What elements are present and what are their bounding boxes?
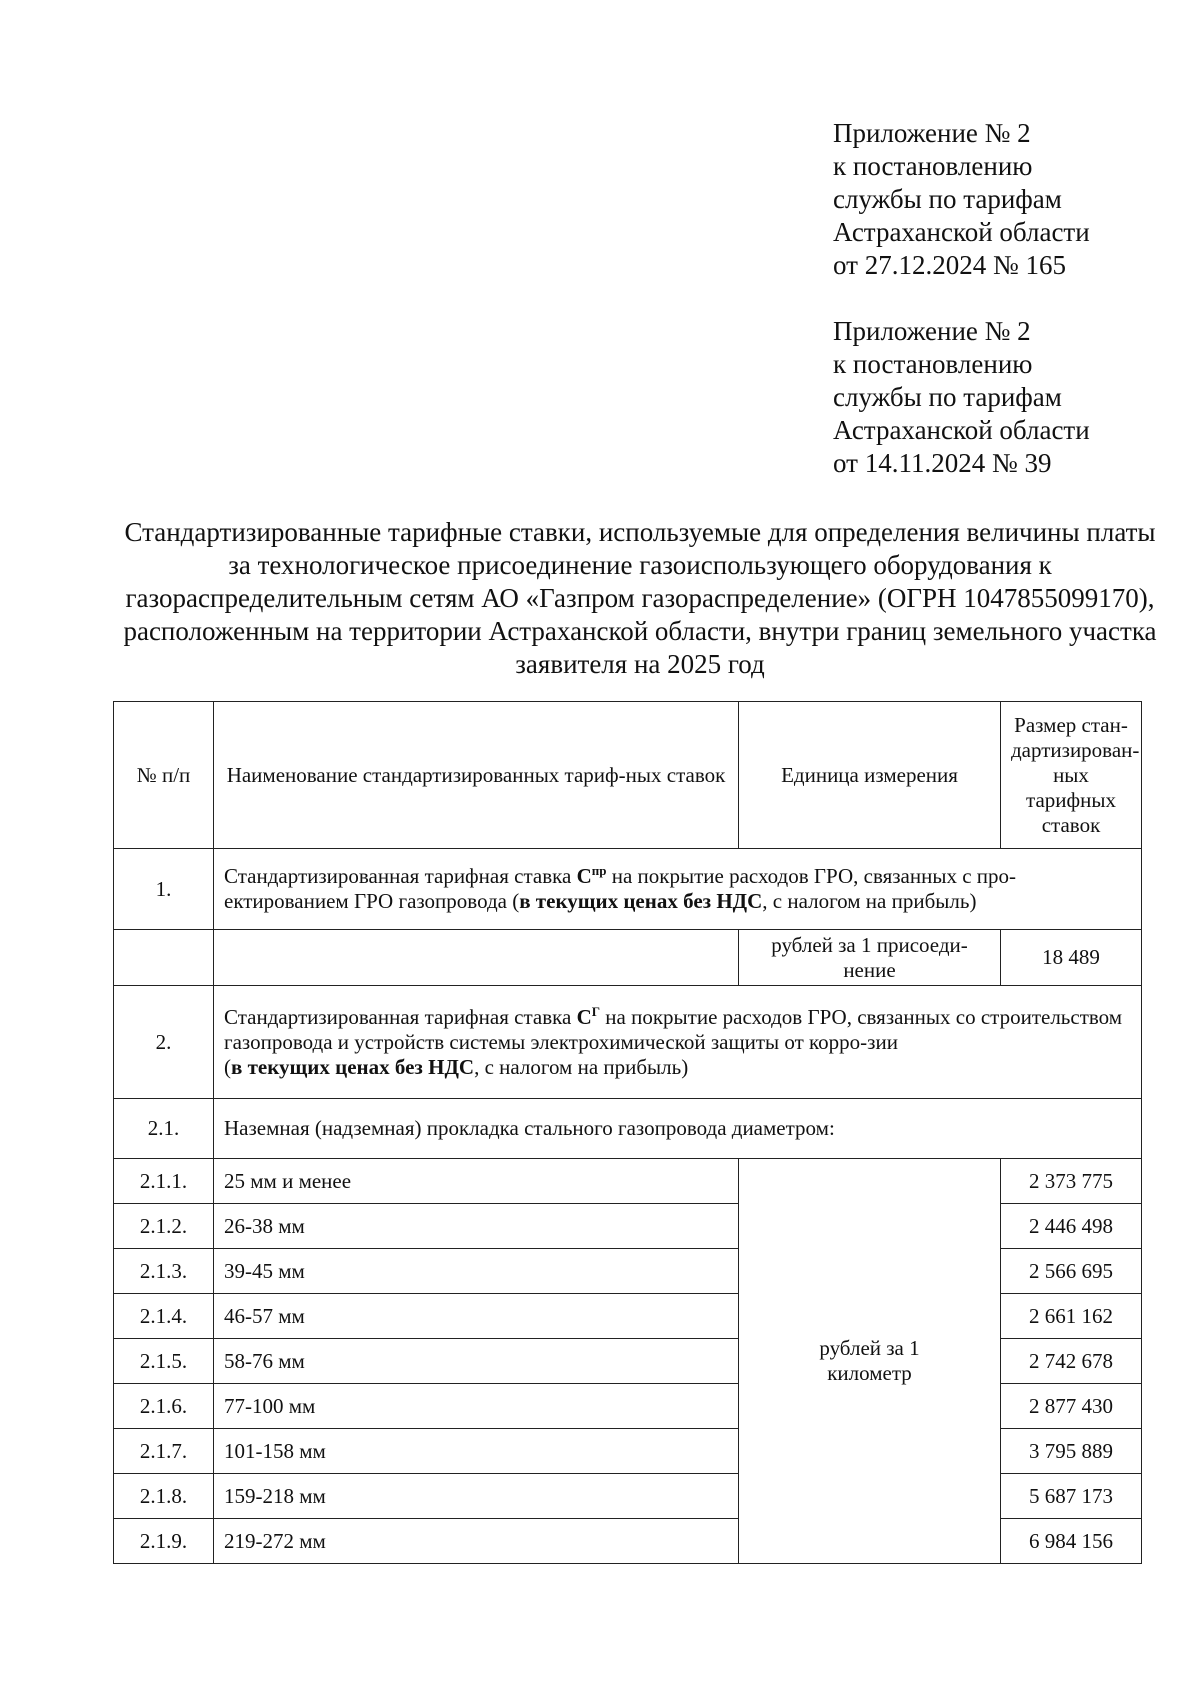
row-num: 2.1.3. xyxy=(114,1249,214,1294)
row-bold-text: в текущих ценах без НДС xyxy=(231,1054,475,1079)
approval-line: к постановлению xyxy=(833,151,1033,181)
row-name: 219-272 мм xyxy=(214,1519,739,1564)
rate-symbol-sup: Г xyxy=(591,1003,601,1019)
row-text: ( xyxy=(224,1054,231,1079)
document-title: Стандартизированные тарифные ставки, используемые для определения величины платы за технологическое присоединение газоиспользующего оборудования к газораспределительным сетям АО «Газпром газораспределение» (ОГРН 1047855099170), расположенным на территории Астраханской области, внутри границ земельного участка заявителя на 2025 год xyxy=(123,517,1157,679)
row-name: 25 мм и менее xyxy=(214,1159,739,1204)
approval-line: Астраханской области xyxy=(833,217,1090,247)
header-unit: Единица измерения xyxy=(739,702,1001,849)
row-name: 77-100 мм xyxy=(214,1384,739,1429)
row-unit: рублей за 1 присоеди-нение xyxy=(739,930,1001,986)
table-row-2-1 xyxy=(114,1099,1142,1159)
row-num: 2.1.7. xyxy=(114,1429,214,1474)
empty-cell xyxy=(114,930,214,986)
row-num: 2.1.5. xyxy=(114,1339,214,1384)
table-row-2 xyxy=(114,986,1142,1099)
row-value: 18 489 xyxy=(1001,930,1142,986)
row-value: 2 446 498 xyxy=(1001,1204,1142,1249)
row-value: 6 984 156 xyxy=(1001,1519,1142,1564)
row-name: 46-57 мм xyxy=(214,1294,739,1339)
row-bold-text: в текущих ценах без НДС xyxy=(519,889,763,913)
rate-symbol: С xyxy=(576,1004,592,1029)
row-num: 1. xyxy=(114,849,214,930)
row-num: 2.1. xyxy=(114,1099,214,1159)
approval-line: к постановлению xyxy=(833,349,1033,379)
approval-line: Приложение № 2 xyxy=(833,316,1031,346)
row-name xyxy=(214,986,1142,1099)
row-value: 2 566 695 xyxy=(1001,1249,1142,1294)
approval-line: Приложение № 2 xyxy=(833,118,1031,148)
rates-table xyxy=(113,701,1142,1564)
row-num: 2.1.6. xyxy=(114,1384,214,1429)
row-text: на покрытие расходов ГРО, связанных с про-ектированием ГРО газопровода ( xyxy=(224,864,1017,913)
approval-line: от 27.12.2024 № 165 xyxy=(833,250,1066,280)
row-value: 2 373 775 xyxy=(1001,1159,1142,1204)
approval-block-1 xyxy=(833,117,1173,282)
row-num: 2.1.9. xyxy=(114,1519,214,1564)
row-name: Наземная (надземная) прокладка стального газопровода диаметром: xyxy=(214,1099,1142,1159)
approval-block-2 xyxy=(833,315,1173,480)
approval-line: службы по тарифам xyxy=(833,382,1062,412)
row-num: 2.1.1. xyxy=(114,1159,214,1204)
row-text: Стандартизированная тарифная ставка xyxy=(224,1004,577,1029)
row-name: 39-45 мм xyxy=(214,1249,739,1294)
row-text: на покрытие расходов ГРО, связанных со строительством газопровода и устройств системы электрохимической защиты от корро-зии xyxy=(224,1004,1123,1054)
row-text: Стандартизированная тарифная ставка xyxy=(224,864,577,888)
row-num: 2. xyxy=(114,986,214,1099)
header-size: Размер стан-дартизирован-ных тарифных ставок xyxy=(1001,702,1142,849)
row-num: 2.1.2. xyxy=(114,1204,214,1249)
row-name: 58-76 мм xyxy=(214,1339,739,1384)
row-value: 5 687 173 xyxy=(1001,1474,1142,1519)
header-num: № п/п xyxy=(114,702,214,849)
table-row-1-unit xyxy=(114,930,1142,986)
row-num: 2.1.8. xyxy=(114,1474,214,1519)
row-value: 2 742 678 xyxy=(1001,1339,1142,1384)
row-value: 2 877 430 xyxy=(1001,1384,1142,1429)
rate-symbol-sup: пр xyxy=(591,863,607,878)
row-value: 3 795 889 xyxy=(1001,1429,1142,1474)
diameter-unit: рублей за 1 километр xyxy=(739,1159,1001,1564)
row-text: , с налогом на прибыль) xyxy=(474,1054,689,1079)
table-row xyxy=(114,1159,1142,1204)
row-value: 2 661 162 xyxy=(1001,1294,1142,1339)
approval-line: от 14.11.2024 № 39 xyxy=(833,448,1052,478)
approval-line: Астраханской области xyxy=(833,415,1090,445)
header-name: Наименование стандартизированных тариф-ных ставок xyxy=(214,702,739,849)
table-row-1 xyxy=(114,849,1142,930)
row-name xyxy=(214,849,1142,930)
row-text: , с налогом на прибыль) xyxy=(762,889,977,913)
row-name: 26-38 мм xyxy=(214,1204,739,1249)
approval-line: службы по тарифам xyxy=(833,184,1062,214)
table-header-row xyxy=(114,702,1142,849)
row-name: 159-218 мм xyxy=(214,1474,739,1519)
rate-symbol: С xyxy=(576,864,592,888)
row-num: 2.1.4. xyxy=(114,1294,214,1339)
row-name: 101-158 мм xyxy=(214,1429,739,1474)
empty-cell xyxy=(214,930,739,986)
